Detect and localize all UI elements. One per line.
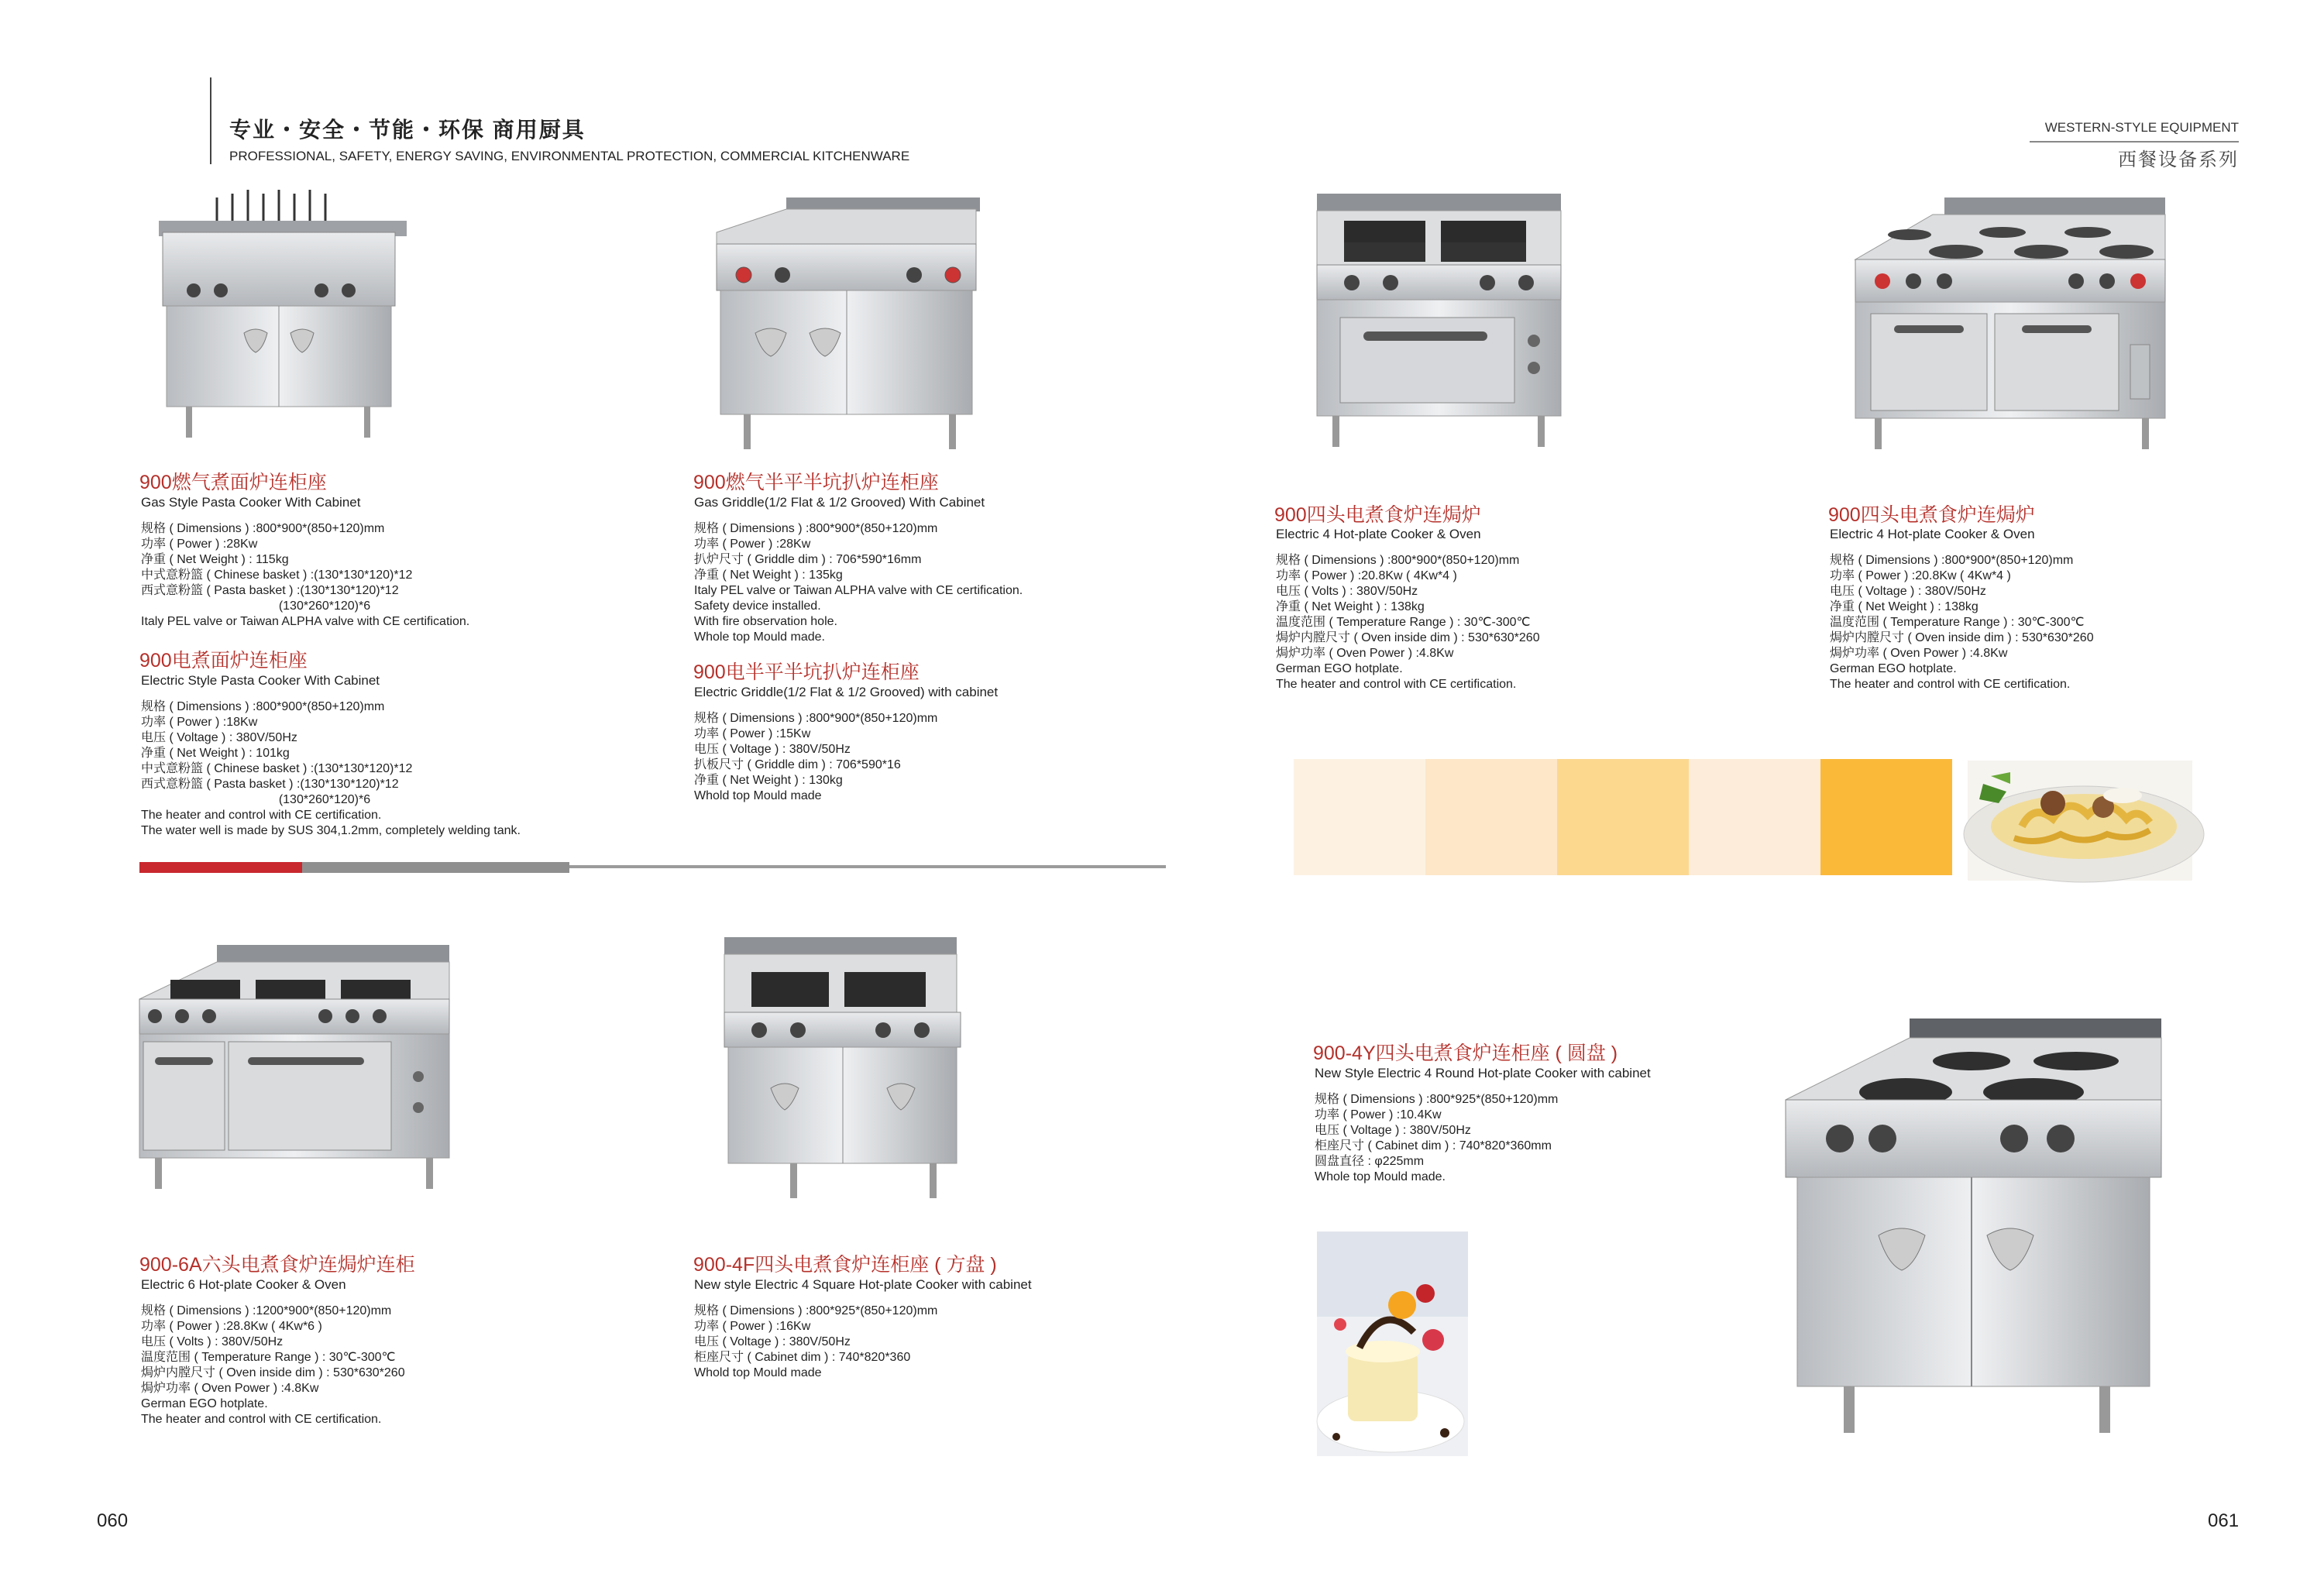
section-divider-red	[139, 862, 302, 873]
section-title-en: WESTERN-STYLE EQUIPMENT	[2044, 120, 2239, 135]
gas-pasta-cooker-image	[147, 186, 411, 457]
product-title-electric-4-round-hotplate: 900-4Y四头电煮食炉连柜座 ( 圆盘 )	[1313, 1043, 1618, 1064]
color-swatch-4	[1689, 759, 1820, 875]
product-specs-electric-4-round-hotplate: 规格 ( Dimensions ) :800*925*(850+120)mm 功率 ( Power ) :10.4Kw 电压 ( Voltage ) : 380V/50Hz 柜座尺寸 ( Cabinet dim ) : 740*820*360mm 圆盘直径 : φ225mm Whole top Mould made.	[1315, 1093, 1559, 1183]
electric-4-square-hotplate-cabinet-image	[713, 937, 976, 1216]
product-specs-gas-griddle: 规格 ( Dimensions ) :800*900*(850+120)mm 功率 ( Power ) :28Kw 扒炉尺寸 ( Griddle dim ) : 706*590*16mm 净重 ( Net Weight ) : 135kg Italy PEL valve or Taiwan ALPHA valve with CE certification. Safety device installed. With fire observation hole. Whole top Mould made.	[694, 522, 1023, 644]
gas-griddle-image	[709, 198, 988, 461]
product-specs-electric-pasta-cooker: 规格 ( Dimensions ) :800*900*(850+120)mm 功率 ( Power ) :18Kw 电压 ( Voltage ) : 380V/50Hz 净重 ( Net Weight ) : 101kg 中式意粉篮 ( Chinese basket ) :(130*130*120)*12 西式意粉篮 ( Pasta basket ) :(130*130*120)*12 (130*260*120)*6 The heater and control with CE certification. The water well is made by SUS 304,1.2mm, completely welding tank.	[141, 700, 521, 837]
product-title-electric-griddle: 900电半平半坑扒炉连柜座	[693, 661, 920, 683]
product-specs-gas-pasta-cooker: 规格 ( Dimensions ) :800*900*(850+120)mm 功率 ( Power ) :28Kw 净重 ( Net Weight ) : 115kg 中式意粉篮 ( Chinese basket ) :(130*130*120)*12 西式意粉篮 ( Pasta basket ) :(130*130*120)*12 (130*260*120)*6 Italy PEL valve or Taiwan ALPHA valve with CE certification.	[141, 522, 470, 628]
electric-6-hotplate-oven-image	[132, 945, 457, 1201]
product-subtitle-electric-4-hotplate-oven-b: Electric 4 Hot-plate Cooker & Oven	[1830, 527, 2035, 541]
product-title-electric-4-hotplate-oven-a: 900四头电煮食炉连焗炉	[1274, 504, 1481, 526]
section-title-cn: 西餐设备系列	[2118, 149, 2239, 170]
dessert-photo	[1317, 1231, 1468, 1456]
page-number-right: 061	[2208, 1510, 2240, 1531]
product-subtitle-electric-6-hotplate: Electric 6 Hot-plate Cooker & Oven	[141, 1277, 346, 1292]
header-title-en: PROFESSIONAL, SAFETY, ENERGY SAVING, ENVIRONMENTAL PROTECTION, COMMERCIAL KITCHENWARE	[229, 149, 910, 163]
product-specs-electric-4-hotplate-oven-a: 规格 ( Dimensions ) :800*900*(850+120)mm 功率 ( Power ) :20.8Kw ( 4Kw*4 ) 电压 ( Volts ) : 380V/50Hz 净重 ( Net Weight ) : 138kg 温度范围 ( Temperature Range ) : 30℃-300℃ 焗炉内膛尺寸 ( Oven inside dim ) : 530*630*260 焗炉功率 ( Oven Power ) :4.8Kw German EGO hotplate. The heater and control with CE certification.	[1276, 554, 1540, 691]
color-swatch-5	[1820, 759, 1952, 875]
product-subtitle-electric-4-hotplate-oven-a: Electric 4 Hot-plate Cooker & Oven	[1276, 527, 1481, 541]
product-subtitle-electric-pasta-cooker: Electric Style Pasta Cooker With Cabinet	[141, 673, 380, 688]
section-divider-line	[569, 865, 1166, 868]
electric-4-hotplate-oven-image	[1309, 194, 1573, 457]
product-specs-electric-4-square-hotplate: 规格 ( Dimensions ) :800*925*(850+120)mm 功率 ( Power ) :16Kw 电压 ( Voltage ) : 380V/50Hz 柜座尺寸 ( Cabinet dim ) : 740*820*360 Whold top Mould made	[694, 1304, 938, 1379]
color-swatch-1	[1294, 759, 1425, 875]
section-divider-grey	[302, 862, 569, 873]
product-specs-electric-4-hotplate-oven-b: 规格 ( Dimensions ) :800*900*(850+120)mm 功率 ( Power ) :20.8Kw ( 4Kw*4 ) 电压 ( Voltage ) : 380V/50Hz 净重 ( Net Weight ) : 138kg 温度范围 ( Temperature Range ) : 30℃-300℃ 焗炉内膛尺寸 ( Oven inside dim ) : 530*630*260 焗炉功率 ( Oven Power ) :4.8Kw German EGO hotplate. The heater and control with CE certification.	[1830, 554, 2094, 691]
product-title-electric-4-hotplate-oven-b: 900四头电煮食炉连焗炉	[1828, 504, 2035, 526]
product-title-gas-griddle: 900燃气半平半坑扒炉连柜座	[693, 472, 939, 493]
product-subtitle-electric-4-square-hotplate: New style Electric 4 Square Hot-plate Cooker with cabinet	[694, 1277, 1032, 1292]
header-title-cn: 专业・安全・节能・环保 商用厨具	[229, 118, 586, 142]
product-specs-electric-6-hotplate: 规格 ( Dimensions ) :1200*900*(850+120)mm 功率 ( Power ) :28.8Kw ( 4Kw*6 ) 电压 ( Volts ) : 380V/50Hz 温度范围 ( Temperature Range ) : 30℃-300℃ 焗炉内膛尺寸 ( Oven inside dim ) : 530*630*260 焗炉功率 ( Oven Power ) :4.8Kw German EGO hotplate. The heater and control with CE certification.	[141, 1304, 405, 1426]
product-title-electric-pasta-cooker: 900电煮面炉连柜座	[139, 650, 308, 672]
product-title-electric-4-square-hotplate: 900-4F四头电煮食炉连柜座 ( 方盘 )	[693, 1254, 997, 1276]
electric-4-round-hotplate-oven-image	[1848, 198, 2173, 461]
header-vertical-rule	[210, 77, 211, 164]
color-swatch-3	[1557, 759, 1689, 875]
electric-4-round-hotplate-cabinet-image	[1782, 1018, 2169, 1452]
color-swatch-2	[1425, 759, 1557, 875]
product-subtitle-gas-griddle: Gas Griddle(1/2 Flat & 1/2 Grooved) With Cabinet	[694, 495, 985, 510]
product-subtitle-gas-pasta-cooker: Gas Style Pasta Cooker With Cabinet	[141, 495, 361, 510]
pasta-dish-photo	[1968, 761, 2192, 881]
product-subtitle-electric-griddle: Electric Griddle(1/2 Flat & 1/2 Grooved) with cabinet	[694, 685, 999, 699]
product-subtitle-electric-4-round-hotplate: New Style Electric 4 Round Hot-plate Cooker with cabinet	[1315, 1066, 1651, 1080]
product-title-electric-6-hotplate: 900-6A六头电煮食炉连焗炉连柜	[139, 1254, 415, 1276]
section-title-rule	[2030, 141, 2239, 143]
page-number-left: 060	[97, 1510, 129, 1531]
product-title-gas-pasta-cooker: 900燃气煮面炉连柜座	[139, 472, 327, 493]
product-specs-electric-griddle: 规格 ( Dimensions ) :800*900*(850+120)mm 功率 ( Power ) :15Kw 电压 ( Voltage ) : 380V/50Hz 扒板尺寸 ( Griddle dim ) : 706*590*16 净重 ( Net Weight ) : 130kg Whold top Mould made	[694, 712, 938, 802]
